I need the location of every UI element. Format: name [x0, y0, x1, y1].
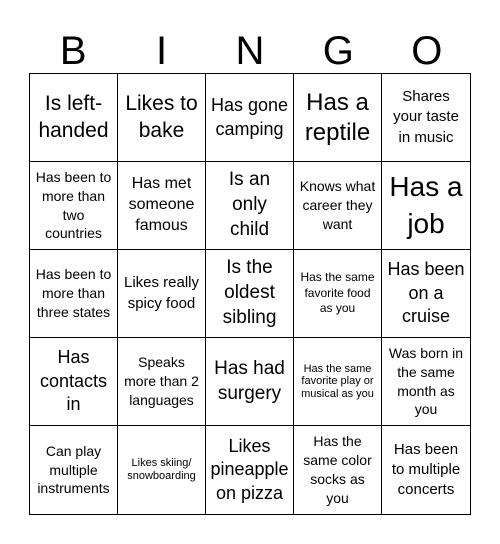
bingo-cell[interactable]: Likes really spicy food [118, 250, 206, 338]
bingo-cell[interactable]: Likes pineapple on pizza [206, 426, 294, 514]
bingo-cell[interactable]: Was born in the same month as you [382, 338, 470, 426]
header-letter-n: N [235, 29, 265, 73]
bingo-cell[interactable]: Has been to more than three states [30, 250, 118, 338]
bingo-cell[interactable]: Is the oldest sibling [206, 250, 294, 338]
bingo-cell[interactable]: Has met someone famous [118, 162, 206, 250]
header-letter-o: O [411, 29, 443, 73]
bingo-cell[interactable]: Can play multiple instruments [30, 426, 118, 514]
bingo-cell[interactable]: Has gone camping [206, 74, 294, 162]
bingo-cell[interactable]: Has a job [382, 162, 470, 250]
bingo-cell[interactable]: Has the same favorite food as you [294, 250, 382, 338]
header-letter-b: B [59, 29, 87, 73]
bingo-cell[interactable]: Has a reptile [294, 74, 382, 162]
bingo-cell[interactable]: Likes skiing/ snowboarding [118, 426, 206, 514]
bingo-cell[interactable]: Has the same color socks as you [294, 426, 382, 514]
header-letter-g: G [322, 29, 354, 73]
bingo-cell[interactable]: Has contacts in [30, 338, 118, 426]
bingo-cell[interactable]: Has the same favorite play or musical as you [294, 338, 382, 426]
bingo-cell[interactable]: Shares your taste in music [382, 74, 470, 162]
bingo-header [29, 28, 471, 74]
bingo-cell[interactable]: Has had surgery [206, 338, 294, 426]
bingo-cell[interactable]: Has been to more than two countries [30, 162, 118, 250]
bingo-cell[interactable]: Is left-handed [30, 74, 118, 162]
bingo-cell[interactable]: Knows what career they want [294, 162, 382, 250]
header-letter-i: I [156, 29, 168, 73]
bingo-cell[interactable]: Has been on a cruise [382, 250, 470, 338]
bingo-board [29, 73, 471, 515]
bingo-cell[interactable]: Is an only child [206, 162, 294, 250]
bingo-cell[interactable]: Speaks more than 2 languages [118, 338, 206, 426]
bingo-cell[interactable]: Has been to multiple concerts [391, 440, 461, 499]
bingo-cell[interactable]: Likes to bake [118, 74, 206, 162]
